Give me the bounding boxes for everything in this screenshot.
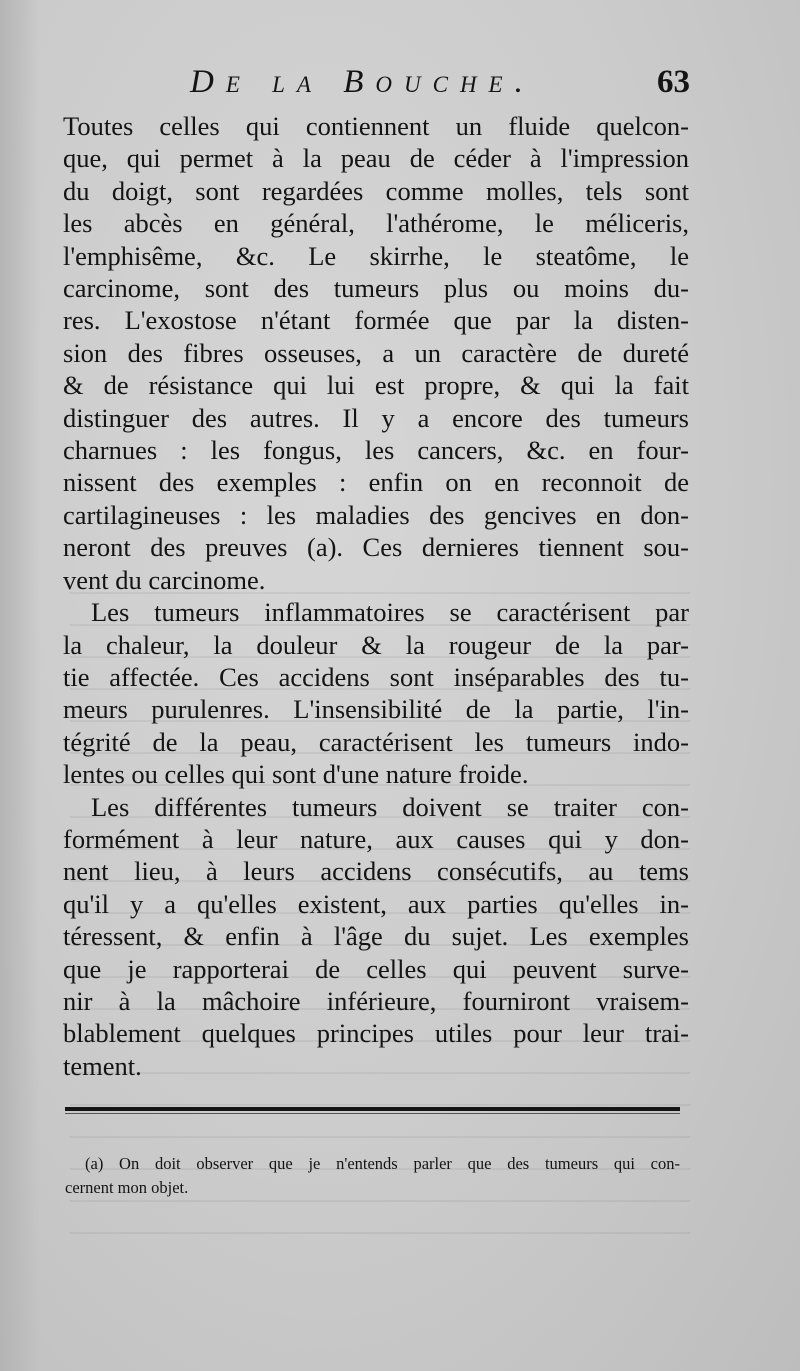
page-header: [190, 64, 690, 108]
footnote: [65, 1152, 680, 1200]
text-line: distinguer des autres. Il y a encore des tumeurs: [63, 402, 689, 433]
text-line: nent lieu, à leurs accidens consécutifs, au tems: [63, 856, 689, 887]
running-head: De la Bouche.: [190, 64, 535, 100]
text-line: vent du carcinome.: [63, 564, 266, 595]
text-line: & de résistance qui lui est propre, & qui la fait: [63, 370, 689, 401]
footnote-line: cernent mon objet.: [65, 1178, 189, 1197]
text-line: sion des fibres osseuses, a un caractère de dureté: [63, 337, 689, 368]
text-line: du doigt, sont regardées comme molles, tels sont: [63, 175, 689, 206]
text-line: lentes ou celles qui sont d'une nature froide.: [63, 759, 529, 790]
body-text: [63, 110, 689, 1082]
text-line: res. L'exostose n'étant formée que par la disten-: [63, 305, 689, 336]
text-line: que, qui permet à la peau de céder à l'impression: [63, 143, 689, 174]
footnote-rule-thin: [65, 1113, 680, 1114]
text-line: Les différentes tumeurs doivent se traiter con-: [91, 791, 689, 822]
text-line: l'emphisême, &c. Le skirrhe, le steatôme, le: [63, 240, 689, 271]
text-line: meurs purulenres. L'insensibilité de la partie, l'in-: [63, 694, 689, 725]
text-line: Les tumeurs inflammatoires se caractérisent par: [91, 597, 689, 628]
paragraph: [63, 596, 689, 790]
footnote-line: (a) On doit observer que je n'entends parler que des tumeurs qui con-: [85, 1154, 680, 1173]
text-line: Toutes celles qui contiennent un fluide quelcon-: [63, 111, 689, 141]
page-gutter-shadow: [0, 0, 40, 1371]
paragraph: [63, 110, 689, 596]
text-line: nir à la mâchoire inférieure, fourniront vraisem-: [63, 985, 689, 1016]
text-line: tement.: [63, 1050, 142, 1081]
paragraph: [63, 791, 689, 1083]
text-line: qu'il y a qu'elles existent, aux parties qu'elles in-: [63, 888, 689, 919]
text-line: tie affectée. Ces accidens sont inséparables des tu-: [63, 661, 689, 692]
text-line: téressent, & enfin à l'âge du sujet. Les exemples: [63, 921, 689, 952]
text-line: nissent des exemples : enfin on en reconnoit de: [63, 467, 689, 498]
text-line: que je rapporterai de celles qui peuvent surve-: [63, 953, 689, 984]
text-line: la chaleur, la douleur & la rougeur de la par-: [63, 629, 689, 660]
footnote-rule: [65, 1107, 680, 1111]
text-line: cartilagineuses : les maladies des gencives en don-: [63, 499, 689, 530]
page-number: 63: [657, 64, 690, 100]
text-line: carcinome, sont des tumeurs plus ou moins du-: [63, 273, 689, 304]
text-line: neront des preuves (a). Ces dernieres tiennent sou-: [63, 532, 689, 563]
text-line: tégrité de la peau, caractérisent les tumeurs indo-: [63, 726, 689, 757]
text-line: blablement quelques principes utiles pour leur trai-: [63, 1018, 689, 1049]
text-line: formément à leur nature, aux causes qui y don-: [63, 823, 689, 854]
text-line: charnues : les fongus, les cancers, &c. en four-: [63, 435, 689, 466]
text-line: les abcès en général, l'athérome, le méliceris,: [63, 208, 689, 239]
